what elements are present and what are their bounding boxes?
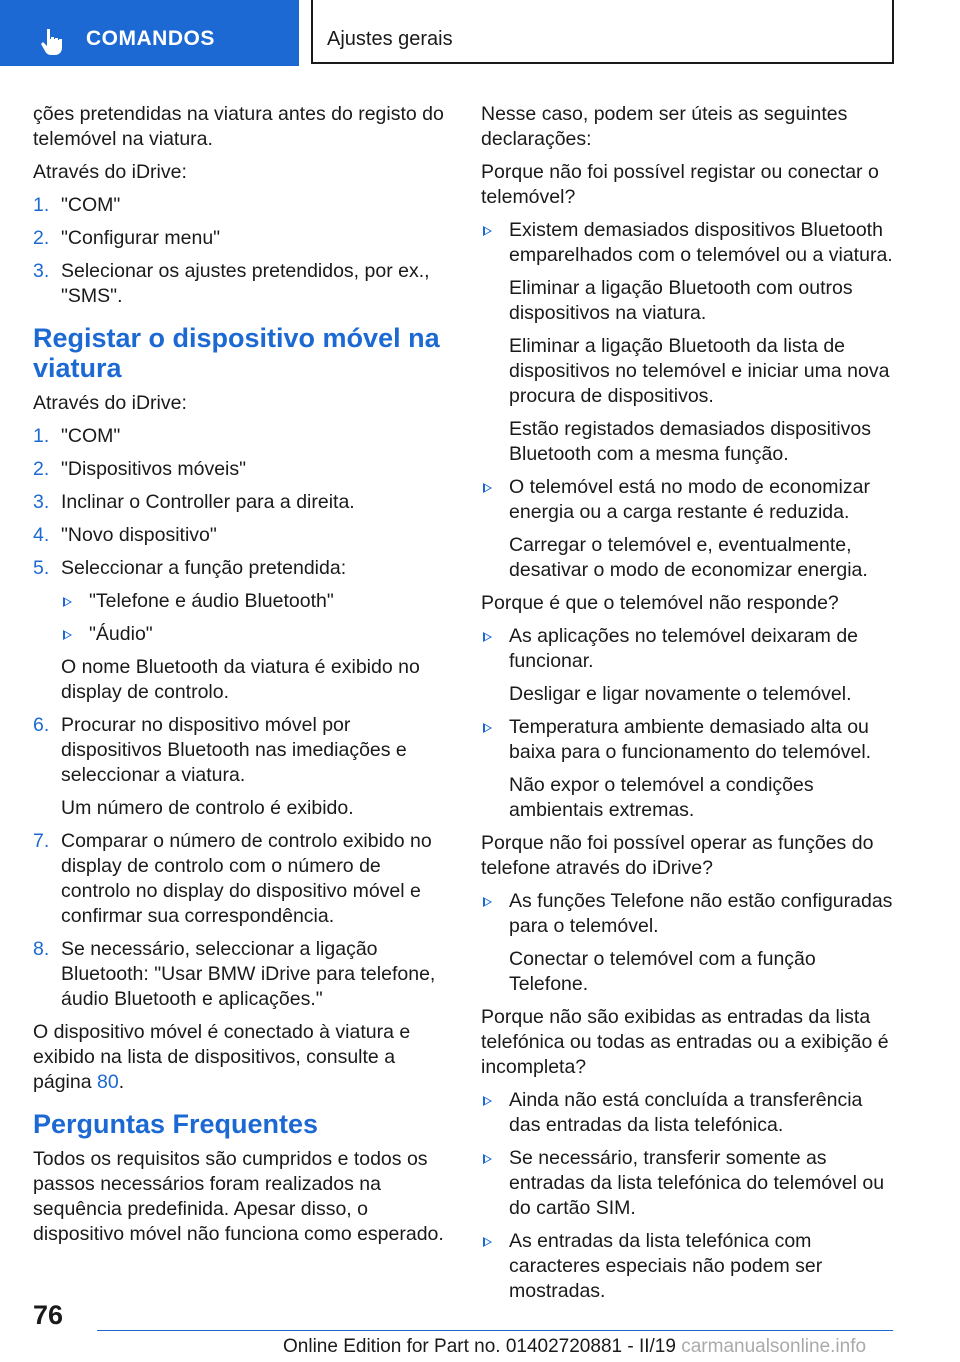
list-item [33, 226, 449, 251]
bullet-text: "Telefone e áudio Bluetooth" [89, 590, 334, 612]
triangle-bullet-icon [63, 597, 72, 607]
bullet-text: As entradas da lista telefónica com caracteres especiais não podem ser mostradas. [509, 1230, 823, 1302]
list-item [33, 829, 449, 929]
triangle-bullet-icon [483, 1154, 492, 1164]
paragraph: ções pretendidas na viatura antes do registo do telemóvel na viatura. [33, 103, 444, 150]
step-text: Seleccionar a função pretendida: [61, 557, 347, 579]
bullet-note: Carregar o telemóvel e, eventualmente, desativar o modo de economizar energia. [509, 534, 868, 581]
step-text: Comparar o número de controlo exibido no display de controlo com o número de controlo no display do dispositivo móvel e confirmar sua correspondência. [61, 830, 432, 927]
bullet-text: Temperatura ambiente demasiado alta ou baixa para o funcionamento do telemóvel. [509, 716, 872, 763]
list-item [33, 523, 449, 548]
step-number: 4. [33, 524, 50, 546]
list-item [33, 490, 449, 515]
step-text: "Dispositivos móveis" [61, 458, 247, 480]
chapter-title: Ajustes gerais [327, 28, 453, 50]
step-number: 8. [33, 938, 50, 960]
bullet-item [481, 1088, 899, 1138]
hand-pointer-icon [38, 26, 68, 56]
bullet-text: Se necessário, transferir somente as entradas da lista telefónica do telemóvel ou do cartão SIM. [509, 1147, 885, 1219]
paragraph: Através do iDrive: [33, 392, 187, 414]
step-text: "Configurar menu" [61, 227, 221, 249]
paragraph: Todos os requisitos são cumpridos e todos os passos necessários foram realizados na sequência predefinida. Apesar disso, o dispositivo móvel não funciona como esperado. [33, 1148, 444, 1245]
step-number: 2. [33, 458, 50, 480]
bullet-text: Ainda não está concluída a transferência das entradas da lista telefónica. [509, 1089, 863, 1136]
step-number: 1. [33, 425, 50, 447]
outro-text: O dispositivo móvel é conectado à viatura e exibido na lista de dispositivos, consulte a página [33, 1021, 411, 1093]
bullet-item [481, 624, 899, 674]
list-item [33, 937, 449, 1012]
bullet-item [61, 622, 449, 647]
step-number: 3. [33, 491, 50, 513]
right-column [481, 102, 899, 1312]
faq-question: Porque não foi possível operar as funções do telefone através do iDrive? [481, 832, 874, 879]
list-item [33, 556, 449, 581]
bullet-text: O telemóvel está no modo de economizar energia ou a carga restante é reduzida. [509, 476, 870, 523]
step-text: "COM" [61, 194, 121, 216]
triangle-bullet-icon [483, 483, 492, 493]
bullet-note: Conectar o telemóvel com a função Telefone. [509, 948, 816, 995]
outro-end: . [118, 1071, 125, 1093]
edition-text: Online Edition for Part no. 01402720881 - II/19 [283, 1336, 676, 1357]
section-heading: Perguntas Frequentes [33, 1109, 319, 1139]
bullet-text: Existem demasiados dispositivos Bluetooth emparelhados com o telemóvel ou a viatura. [509, 219, 893, 266]
paragraph: Nesse caso, podem ser úteis as seguintes declarações: [481, 103, 848, 150]
bullet-item [481, 1146, 899, 1221]
list-item [33, 424, 449, 449]
triangle-bullet-icon [483, 632, 492, 642]
bullet-text: As funções Telefone não estão configuradas para o telemóvel. [509, 890, 893, 937]
bullet-item [481, 1229, 899, 1304]
step-number: 3. [33, 260, 50, 282]
list-item [33, 457, 449, 482]
bullet-note: Desligar e ligar novamente o telemóvel. [509, 683, 852, 705]
page-header [0, 0, 960, 66]
bullet-item [481, 218, 899, 268]
step-number: 1. [33, 194, 50, 216]
triangle-bullet-icon [483, 1237, 492, 1247]
footer-edition [283, 1336, 866, 1358]
step-note: O nome Bluetooth da viatura é exibido no display de controlo. [61, 656, 420, 703]
bullet-note: Eliminar a ligação Bluetooth da lista de dispositivos no telemóvel e iniciar uma nova procura de dispositivos. [509, 335, 890, 407]
triangle-bullet-icon [483, 1096, 492, 1106]
step-text: Se necessário, seleccionar a ligação Bluetooth: "Usar BMW iDrive para telefone, áudio Bluetooth e aplicações." [61, 938, 436, 1010]
step-number: 2. [33, 227, 50, 249]
paragraph: Através do iDrive: [33, 161, 187, 183]
step-note: Um número de controlo é exibido. [61, 797, 354, 819]
footer-divider [97, 1330, 893, 1331]
bullet-text: As aplicações no telemóvel deixaram de funcionar. [509, 625, 859, 672]
bullet-text: "Áudio" [89, 623, 153, 645]
step-text: "COM" [61, 425, 121, 447]
triangle-bullet-icon [63, 630, 72, 640]
step-text: "Novo dispositivo" [61, 524, 217, 546]
bullet-item [61, 589, 449, 614]
list-item [33, 713, 449, 788]
section-tab-label: COMANDOS [86, 27, 215, 50]
bullet-note: Eliminar a ligação Bluetooth com outros dispositivos na viatura. [509, 277, 853, 324]
left-column [33, 102, 449, 1255]
watermark: carmanualsonline.info [681, 1336, 867, 1357]
page-number: 76 [33, 1300, 64, 1330]
step-number: 7. [33, 830, 50, 852]
faq-question: Porque não foi possível registar ou conectar o telemóvel? [481, 161, 879, 208]
faq-question: Porque não são exibidas as entradas da lista telefónica ou todas as entradas ou a exibição é incompleta? [481, 1006, 889, 1078]
step-number: 5. [33, 557, 50, 579]
triangle-bullet-icon [483, 897, 492, 907]
list-item [33, 259, 449, 309]
triangle-bullet-icon [483, 226, 492, 236]
chapter-title-tab [311, 0, 894, 64]
step-text: Inclinar o Controller para a direita. [61, 491, 355, 513]
section-heading: Registar o dispositivo móvel na viatura [33, 323, 440, 383]
list-item [33, 193, 449, 218]
triangle-bullet-icon [483, 723, 492, 733]
bullet-note: Estão registados demasiados dispositivos Bluetooth com a mesma função. [509, 418, 872, 465]
faq-question: Porque é que o telemóvel não responde? [481, 592, 839, 614]
bullet-item [481, 715, 899, 765]
bullet-note: Não expor o telemóvel a condições ambientais extremas. [509, 774, 814, 821]
bullet-item [481, 889, 899, 939]
page-link[interactable]: 80 [96, 1071, 119, 1093]
step-text: Procurar no dispositivo móvel por dispositivos Bluetooth nas imediações e seleccionar a viatura. [61, 714, 407, 786]
paragraph [33, 1020, 449, 1095]
section-tab[interactable] [0, 0, 299, 66]
step-text: Selecionar os ajustes pretendidos, por ex., "SMS". [61, 260, 430, 307]
step-number: 6. [33, 714, 50, 736]
bullet-item [481, 475, 899, 525]
